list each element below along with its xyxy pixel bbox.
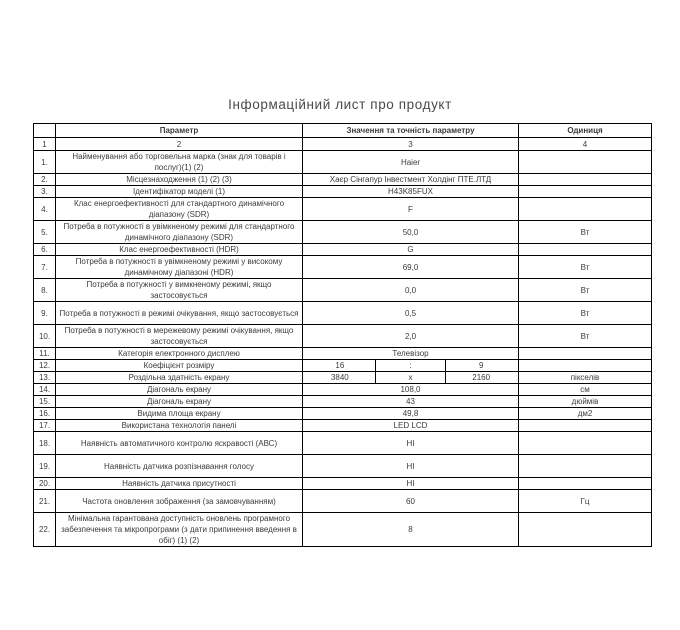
table-row bbox=[34, 221, 652, 244]
value-cell: F bbox=[303, 198, 519, 221]
value-cell: 49,8 bbox=[303, 408, 519, 420]
row-number: 11. bbox=[34, 348, 56, 360]
table-row bbox=[34, 279, 652, 302]
value-cell: G bbox=[303, 244, 519, 256]
parameter-cell: Клас енергоефективності для стандартного динамічного діапазону (SDR) bbox=[56, 198, 303, 221]
parameter-cell: Місцезнаходження (1) (2) (3) bbox=[56, 174, 303, 186]
parameter-cell: Використана технологія панелі bbox=[56, 420, 303, 432]
row-number: 3. bbox=[34, 186, 56, 198]
parameter-cell: Найменування або торговельна марка (знак для товарів і послуг)(1) (2) bbox=[56, 151, 303, 174]
value-cell: 50,0 bbox=[303, 221, 519, 244]
parameter-cell: Потреба в потужності в режимі очікування, якщо застосовується bbox=[56, 302, 303, 325]
value-cell: 60 bbox=[303, 490, 519, 513]
table-row bbox=[34, 384, 652, 396]
value-part: 9 bbox=[445, 360, 516, 371]
row-number: 17. bbox=[34, 420, 56, 432]
parameter-cell: Потреба в потужності в увімкненому режимі для стандартного динамічного діапазону (SDR) bbox=[56, 221, 303, 244]
parameter-cell: Роздільна здатність екрану bbox=[56, 372, 303, 384]
value-cell: НІ bbox=[303, 432, 519, 455]
value-cell: 108,0 bbox=[303, 384, 519, 396]
row-number: 7. bbox=[34, 256, 56, 279]
unit-cell bbox=[519, 432, 652, 455]
unit-cell: дм2 bbox=[519, 408, 652, 420]
header-parameter: Параметр bbox=[56, 124, 303, 138]
value-cell bbox=[303, 360, 519, 372]
parameter-cell: Наявність датчика розпізнавання голосу bbox=[56, 455, 303, 478]
table-row bbox=[34, 174, 652, 186]
row-number: 21. bbox=[34, 490, 56, 513]
table-row bbox=[34, 478, 652, 490]
row-number: 22. bbox=[34, 513, 56, 547]
unit-cell bbox=[519, 478, 652, 490]
row-number: 1. bbox=[34, 151, 56, 174]
table-row bbox=[34, 408, 652, 420]
unit-cell: Гц bbox=[519, 490, 652, 513]
row-number: 2. bbox=[34, 174, 56, 186]
value-cell: Haier bbox=[303, 151, 519, 174]
value-part: 3840 bbox=[330, 373, 349, 382]
value-part: х bbox=[375, 372, 446, 383]
parameter-cell: Діагональ екрану bbox=[56, 396, 303, 408]
column-index-2: 2 bbox=[56, 138, 303, 151]
table-row bbox=[34, 244, 652, 256]
unit-cell: дюймів bbox=[519, 396, 652, 408]
header-empty-cell bbox=[34, 124, 56, 138]
table-row bbox=[34, 455, 652, 478]
parameter-cell: Наявність автоматичного контролю яскравості (АВС) bbox=[56, 432, 303, 455]
value-cell: 43 bbox=[303, 396, 519, 408]
value-cell: 8 bbox=[303, 513, 519, 547]
unit-cell: Вт bbox=[519, 221, 652, 244]
column-index-1: 1 bbox=[34, 138, 56, 151]
table-row bbox=[34, 420, 652, 432]
value-cell: LED LCD bbox=[303, 420, 519, 432]
value-cell: H43K85FUX bbox=[303, 186, 519, 198]
value-split-group bbox=[305, 372, 516, 383]
table-row bbox=[34, 302, 652, 325]
unit-cell: Вт bbox=[519, 325, 652, 348]
header-unit: Одиниця bbox=[519, 124, 652, 138]
table-row bbox=[34, 513, 652, 547]
value-cell: 2,0 bbox=[303, 325, 519, 348]
parameter-cell: Видима площа екрану bbox=[56, 408, 303, 420]
unit-cell bbox=[519, 198, 652, 221]
row-number: 19. bbox=[34, 455, 56, 478]
row-number: 6. bbox=[34, 244, 56, 256]
parameter-cell: Мінімальна гарантована доступність оновлень програмного забезпечення та мікропрограми (з дати припинення введення в обіг) (1) (2) bbox=[56, 513, 303, 547]
unit-cell bbox=[519, 244, 652, 256]
table-row bbox=[34, 325, 652, 348]
value-cell: Телевізор bbox=[303, 348, 519, 360]
column-index-row bbox=[34, 138, 652, 151]
table-row bbox=[34, 348, 652, 360]
parameter-cell: Діагональ екрану bbox=[56, 384, 303, 396]
unit-cell bbox=[519, 348, 652, 360]
unit-cell: Вт bbox=[519, 302, 652, 325]
value-part: : bbox=[375, 360, 446, 371]
row-number: 5. bbox=[34, 221, 56, 244]
value-cell: 69,0 bbox=[303, 256, 519, 279]
row-number: 18. bbox=[34, 432, 56, 455]
row-number: 14. bbox=[34, 384, 56, 396]
header-value: Значення та точність параметру bbox=[303, 124, 519, 138]
unit-cell: пікселів bbox=[519, 372, 652, 384]
row-number: 4. bbox=[34, 198, 56, 221]
parameter-cell: Категорія електронного дисплею bbox=[56, 348, 303, 360]
parameter-cell: Коефіцієнт розміру bbox=[56, 360, 303, 372]
value-cell: Хаєр Сінгапур Інвестмент Холдінг ПТЕ.ЛТД bbox=[303, 174, 519, 186]
parameter-cell: Потреба в потужності у вимкненому режимі, якщо застосовується bbox=[56, 279, 303, 302]
parameter-cell: Потреба в потужності в увімкненому режимі у високому динамічному діапазоні (HDR) bbox=[56, 256, 303, 279]
parameter-cell: Потреба в потужності в мережевому режимі очікування, якщо застосовується bbox=[56, 325, 303, 348]
page-title: Інформаційний лист про продукт bbox=[228, 97, 452, 112]
table-row bbox=[34, 186, 652, 198]
unit-cell: см bbox=[519, 384, 652, 396]
row-number: 16. bbox=[34, 408, 56, 420]
unit-cell: Вт bbox=[519, 256, 652, 279]
table-header-row bbox=[34, 124, 652, 138]
value-cell: НІ bbox=[303, 455, 519, 478]
column-index-3: 3 bbox=[303, 138, 519, 151]
row-number: 20. bbox=[34, 478, 56, 490]
unit-cell bbox=[519, 513, 652, 547]
value-cell: НІ bbox=[303, 478, 519, 490]
table-row bbox=[34, 198, 652, 221]
parameter-cell: Наявність датчика присутності bbox=[56, 478, 303, 490]
table-row bbox=[34, 151, 652, 174]
column-index-4: 4 bbox=[519, 138, 652, 151]
parameter-cell: Клас енергоефективності (HDR) bbox=[56, 244, 303, 256]
unit-cell bbox=[519, 174, 652, 186]
value-cell bbox=[303, 372, 519, 384]
product-info-table bbox=[33, 123, 652, 547]
row-number: 13. bbox=[34, 372, 56, 384]
row-number: 8. bbox=[34, 279, 56, 302]
unit-cell bbox=[519, 455, 652, 478]
unit-cell bbox=[519, 420, 652, 432]
table-row bbox=[34, 396, 652, 408]
value-cell: 0,5 bbox=[303, 302, 519, 325]
unit-cell: Вт bbox=[519, 279, 652, 302]
row-number: 12. bbox=[34, 360, 56, 372]
unit-cell bbox=[519, 186, 652, 198]
unit-cell bbox=[519, 151, 652, 174]
unit-cell bbox=[519, 360, 652, 372]
row-number: 9. bbox=[34, 302, 56, 325]
table-row bbox=[34, 490, 652, 513]
value-split-group bbox=[305, 360, 516, 371]
table-row bbox=[34, 432, 652, 455]
parameter-cell: Частота оновлення зображення (за замовчуванням) bbox=[56, 490, 303, 513]
table-row bbox=[34, 256, 652, 279]
parameter-cell: Ідентифікатор моделі (1) bbox=[56, 186, 303, 198]
value-part: 2160 bbox=[445, 372, 516, 383]
value-part: 16 bbox=[335, 361, 345, 370]
row-number: 15. bbox=[34, 396, 56, 408]
table-row bbox=[34, 360, 652, 372]
table-row bbox=[34, 372, 652, 384]
value-cell: 0,0 bbox=[303, 279, 519, 302]
row-number: 10. bbox=[34, 325, 56, 348]
